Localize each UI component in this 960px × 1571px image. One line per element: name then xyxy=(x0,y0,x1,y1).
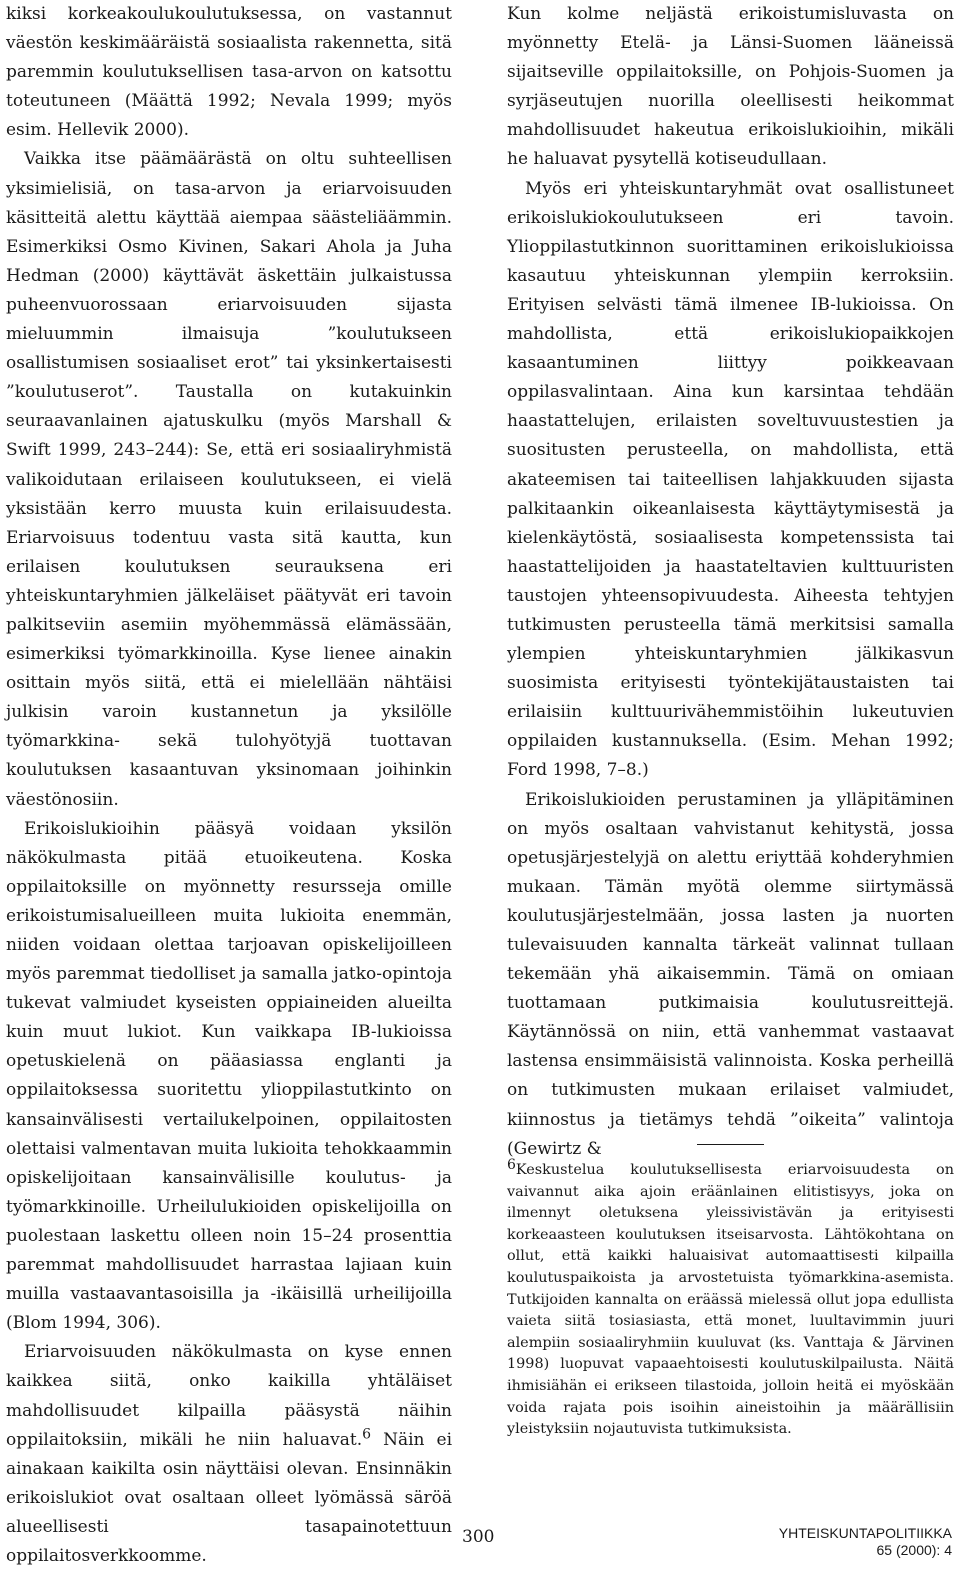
footnote-number: 6 xyxy=(507,1157,516,1174)
paragraph: kiksi korkeakoulukoulutuksessa, on vastannut väestön keskimääräistä sosiaalista rakennetta, sitä paremmin koulutuksellisen tasa-arvon on katsottu toteutuneen (Määttä 1992; Nevala 1999; myös esim. Hellevik 2000). xyxy=(6,4,452,141)
paragraph-text: Eriarvoisuuden näkökulmasta on kyse ennen kaikkea siitä, onko kaikilla yhtäläiset mahdollisuudet kilpailla pääsystä näihin oppilaitoksiin, mikäli he niin haluavat. xyxy=(6,1342,452,1450)
journal-info xyxy=(779,1525,952,1559)
footnote-separator xyxy=(697,1144,764,1145)
journal-issue: 65 (2000): 4 xyxy=(876,1542,952,1558)
paragraph: Kun kolme neljästä erikoistumisluvasta on myönnetty Etelä- ja Länsi-Suomen lääneissä sijaitseville oppilaitoksille, on Pohjois-Suomen ja syrjäseutujen nuorilla oleellisesti heikommat mahdollisuudet hakeutua erikoislukioihin, mikäli he haluavat pysytellä kotiseudullaan. xyxy=(507,4,954,170)
footnote xyxy=(507,1157,954,1441)
footnote-reference[interactable]: 6 xyxy=(362,1426,372,1443)
page-number: 300 xyxy=(462,1527,495,1547)
left-column xyxy=(6,0,452,1571)
paragraph-text: Näin ei ainakaan kaikilta osin näyttäisi olevan. Ensinnäkin erikoislukiot ovat osaltaan olleet lyömässä säröä alueellisesti tasapainotettuun oppilaitosverkkoomme. xyxy=(6,1429,453,1566)
footnote-text xyxy=(507,1157,954,1441)
paragraph: Myös eri yhteiskuntaryhmät ovat osallistuneet erikoislukiokoulutukseen eri tavoin. Ylioppilastutkinnon suorittaminen erikoislukioissa kasautuu yhteiskunnan ylempiin kerroksiin. Erityisen selvästi tämä ilmenee IB-lukioissa. On mahdollista, että erikoislukiopaikkojen kasaantuminen liittyy poikkeavaan oppilasvalintaan. Aina kun karsintaa tehdään haastattelujen, erilaisten soveltuvuustestien ja suositusten perusteella, on mahdollista, että akateemisen tai taiteellisen lahjakkuuden sijasta palkitaankin oikeanlaisesta käyttäytymisestä ja kielenkäytöstä, sosiaalisesta kompetenssista tai haastattelijoiden ja haastateltavien kulttuuristen taustojen yhteensopivuudesta. Aiheesta tehtyjen tutkimusten perusteella tämä merkitsisi samalla ylempien yhteiskuntaryhmien jälkikasvun suosimista erityisesti työntekijätaustaisten tai erilaisiin kulttuurivähemmistöihin lukeutuvien oppilaiden kustannuksella. (Esim. Mehan 1992; Ford 1998, 7–8.) xyxy=(507,178,954,781)
paragraph xyxy=(6,1338,452,1571)
paragraph: Erikoislukioihin pääsyä voidaan yksilön näkökulmasta pitää etuoikeutena. Koska oppilaitoksille on myönnetty resursseja omille erikoistumisalueilleen muita lukioita enemmän, niiden voidaan olettaa tarjoavan opiskelijoilleen myös paremmat tiedolliset ja samalla jatko-opintoja tukevat valmiudet kyseisten oppiaineiden alueilta kuin muut lukiot. Kun vaikkapa IB-lukioissa opetuskielenä on pääasiassa englanti ja oppilaitoksessa suoritettu ylioppilastutkinto on kansainvälisesti vertailukelpoinen, oppilaitosten olettaisi valmentavan muita lukioita tehokkaammin opiskelijoitaan kansainvälisille koulutus- ja työmarkkinoille. Urheilulukioiden opiskelijoilla on puolestaan laskettu olleen noin 15–24 prosenttia paremmat mahdollisuudet harrastaa lajiaan kuin muilla vastaavantasoisilla ja -ikäisillä urheilijoilla (Blom 1994, 306). xyxy=(6,818,452,1334)
right-column xyxy=(507,0,954,1164)
paragraph: Vaikka itse päämäärästä on oltu suhteellisen yksimielisiä, on tasa-arvon ja eriarvoisuuden käsitteitä alettu käyttää aiempaa säästeliäämmin. Esimerkiksi Osmo Kivinen, Sakari Ahola ja Juha Hedman (2000) käyttävät äskettäin julkaistussa puheenvuorossaan eriarvoisuuden sijasta mieluummin ilmaisuja ”koulutukseen osallistumisen sosiaaliset erot” tai yksinkertaisesti ”koulutuserot”. Taustalla on kutakuinkin seuraavanlainen ajatuskulku (myös Marshall & Swift 1999, 243–244): Se, että eri sosiaaliryhmistä valikoidutaan erilaiseen koulutukseen, ei vielä yksistään kerro muusta kuin erilaisuudesta. Eriarvoisuus todentuu vasta sitä kautta, kun erilaisen koulutuksen seurauksena eri yhteiskuntaryhmien jälkeläiset päätyvät eri tavoin palkitseviin asemiin myöhemmässä elämässään, esimerkiksi työmarkkinoilla. Kyse lienee ainakin osittain myös siitä, että ei mielellään nähtäisi julkisin varoin kustannetun ja yksilölle työmarkkina- sekä tulohyötyjä tuottavan koulutuksen kasaantuvan yksinomaan joihinkin väestönosiin. xyxy=(6,149,452,810)
journal-name: YHTEISKUNTAPOLITIIKKA xyxy=(778,1525,952,1541)
paragraph: Erikoislukioiden perustaminen ja ylläpitäminen on myös osaltaan vahvistanut kehitystä, jossa opetusjärjestelyjä on alettu eriyttää kohderyhmien mukaan. Tämän myötä olemme siirtymässä koulutusjärjestelmään, jossa lasten ja nuorten tulevaisuuden kannalta tärkeät valinnat tullaan tekemään yhä aikaisemmin. Tämä on omiaan tuottamaan putkimaisia koulutusreittejä. Käytännössä on niin, että vanhemmat vastaavat lastensa ensimmäisistä valinnoista. Koska perheillä on tutkimusten mukaan erilaiset valmiudet, kiinnostus ja tietämys tehdä ”oikeita” valintoja (Gewirtz & xyxy=(507,789,954,1159)
footnote-body: Keskustelua koulutuksellisesta eriarvoisuudesta on vaivannut aika ajoin eräänlainen elitistisyys, joka on ilmennyt oletuksena yleissivistävän ja erityisesti korkeaasteen koulutuksen itseisarvosta. Lähtökohtana on ollut, että kaikki haluaisivat automaattisesti kilpailla koulutuspaikoista ja arvostetuista työmarkkina-asemista. Tutkijoiden kannalta on eräässä mielessä ollut jopa edullista vaieta siitä tosiasiasta, että monet, luultavimmin juuri alempiin sosiaaliryhmiin kuuluvat (ks. Vanttaja & Järvinen 1998) luopuvat vapaaehtoisesti koulutuskilpailusta. Näitä ihmisiähän ei erikseen tilastoida, jolloin heitä ei myöskään voida rajata pois isoihin aineistoihin ja määrällisiin yleistyksiin nojautuvista tutkimuksista. xyxy=(507,1162,954,1438)
